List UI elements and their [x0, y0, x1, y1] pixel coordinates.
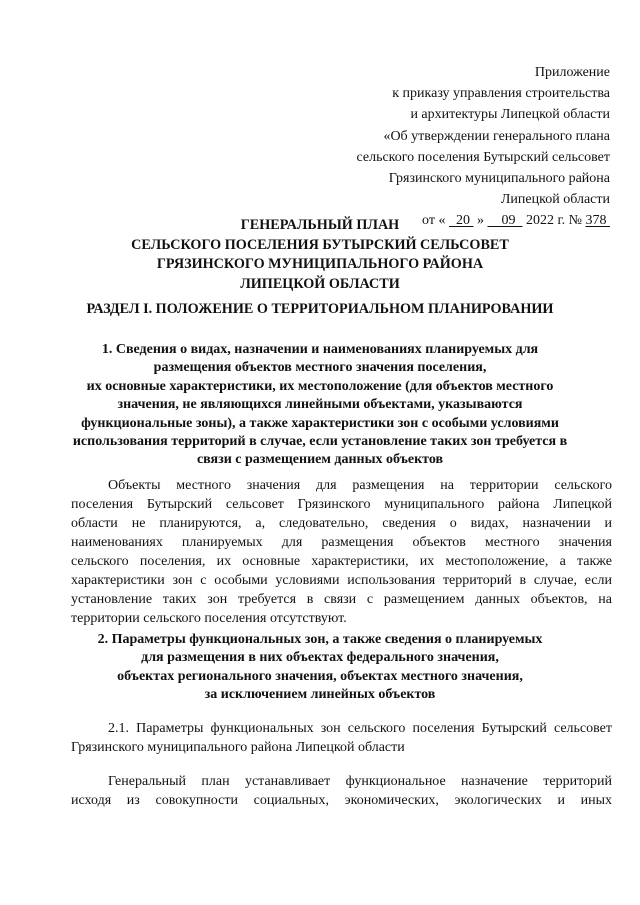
order-year: 2022 г. № [525, 213, 582, 229]
paragraph-line: Грязинского муниципального района Липецкой области [71, 740, 405, 755]
appendix-block [290, 62, 610, 232]
paragraph-line: 2.1. Параметры функциональных зон сельского поселения Бутырский сельсовет [108, 721, 612, 736]
heading-line: объектах регионального значения, объектах местного значения, [117, 668, 523, 684]
heading-line: использования территорий в случае, если установление таких зон требуется в [72, 434, 568, 450]
heading-line: 2. Параметры функциональных зон, а также сведения о планируемых [97, 632, 543, 647]
paragraph-line: поселения Бутырский сельсовет Грязинского муниципального района Липецкой [71, 497, 612, 512]
paragraph-line: Объекты местного значения для размещения на территории сельского [108, 478, 612, 493]
appendix-line: «Об утверждении генерального плана [383, 128, 610, 144]
order-day: 20 [455, 213, 470, 229]
paragraph-line: наименованиях планируемых для размещения объектов местного значения [71, 535, 612, 550]
order-month: 09 [501, 213, 516, 229]
appendix-line: Липецкой области [500, 192, 610, 208]
title-line: ГЕНЕРАЛЬНЫЙ ПЛАН [240, 217, 400, 233]
appendix-line: и архитектуры Липецкой области [410, 107, 610, 123]
heading-line: значения, не являющихся линейными объектами, указываются [117, 397, 523, 413]
paragraph-line: Генеральный план устанавливает функциональное назначение территорий [108, 774, 612, 789]
paragraph-line: сельского поселения, их основные характеристики, их местоположение, а также [71, 554, 612, 569]
appendix-line: Грязинского муниципального района [388, 171, 610, 187]
heading-line: размещения объектов местного значения поселения, [153, 360, 487, 376]
title-line: СЕЛЬСКОГО ПОСЕЛЕНИЯ БУТЫРСКИЙ СЕЛЬСОВЕТ [131, 236, 509, 253]
paragraph-3 [71, 772, 612, 810]
paragraph-2 [71, 719, 612, 757]
appendix-line: к приказу управления строительства [392, 86, 610, 102]
heading-line: для размещения в них объектах федерального значения, [141, 650, 499, 666]
paragraph-line: области не планируются, а, следовательно, сведения о видах, назначении и [71, 516, 612, 531]
heading-line: за исключением линейных объектов [204, 687, 436, 703]
paragraph-line: установление таких зон требуется в связи с размещением данных объектов, на [71, 592, 612, 607]
appendix-line: сельского поселения Бутырский сельсовет [356, 149, 610, 165]
heading-line: 1. Сведения о видах, назначении и наименованиях планируемых для [101, 342, 539, 357]
heading-line: связи с размещением данных объектов [196, 452, 444, 468]
heading-line: их основные характеристики, их местоположение (для объектов местного [86, 378, 554, 394]
document-title [60, 216, 580, 294]
heading-line: функциональные зоны), а также характеристики зон с особыми условиями [81, 415, 559, 431]
order-number: 378 [585, 213, 607, 229]
title-line: ЛИПЕЦКОЙ ОБЛАСТИ [240, 275, 400, 292]
date-mid: » [476, 213, 484, 229]
heading-1 [55, 341, 585, 470]
paragraph-line: исходя из совокупности социальных, экономических, экологических и иных [71, 793, 612, 808]
title-line: ГРЯЗИНСКОГО МУНИЦИПАЛЬНОГО РАЙОНА [156, 256, 484, 272]
heading-2 [55, 631, 585, 705]
appendix-line: Приложение [534, 65, 610, 80]
paragraph-line: территории сельского поселения отсутствуют. [71, 611, 347, 626]
section-heading: РАЗДЕЛ I. ПОЛОЖЕНИЕ О ТЕРРИТОРИАЛЬНОМ ПЛАНИРОВАНИИ [86, 301, 554, 317]
date-prefix: от « [422, 213, 446, 229]
paragraph-line: характеристики зон с особыми условиями использования территорий в случае, если [71, 573, 612, 588]
paragraph-1 [71, 476, 612, 628]
